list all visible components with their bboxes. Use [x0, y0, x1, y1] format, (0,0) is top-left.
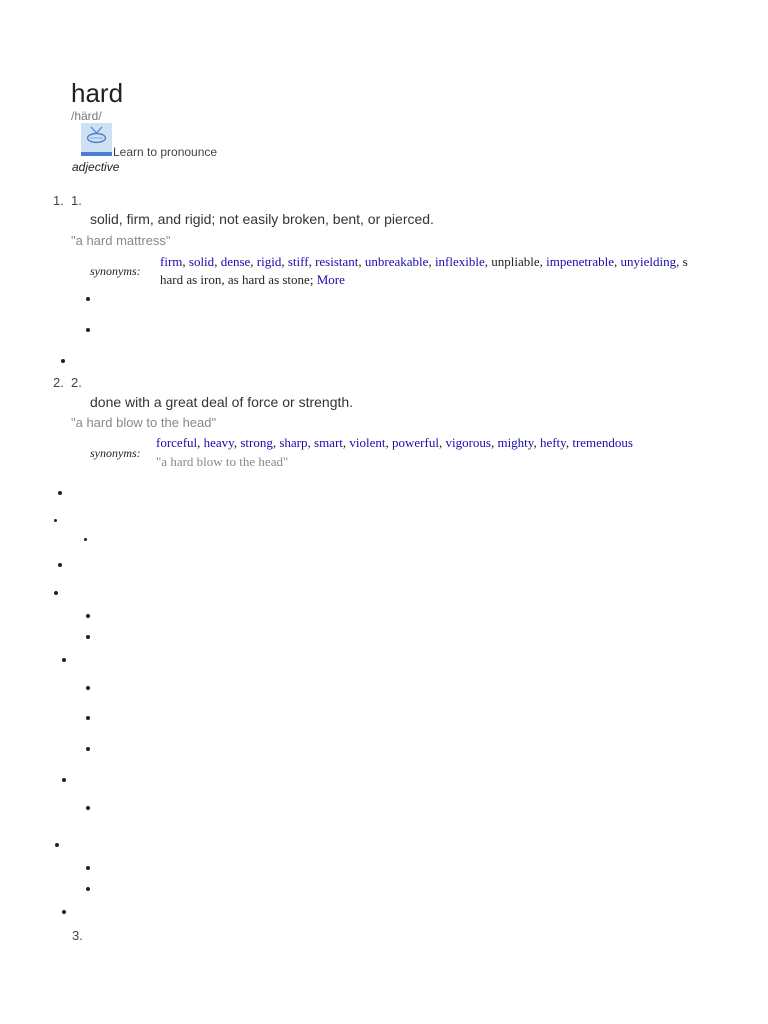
sense-2-inner-number: 2. [71, 375, 82, 390]
synonym-separator: , [438, 435, 446, 450]
sense-2-synonym-link[interactable]: mighty [497, 435, 534, 450]
sense-2-synonym-example: "a hard blow to the head" [156, 454, 289, 469]
synonym-separator: , [676, 254, 683, 269]
synonym-separator: , [272, 435, 280, 450]
list-bullet [58, 491, 62, 495]
synonym-separator: , [539, 254, 547, 269]
list-bullet [62, 910, 66, 914]
sense-1-synonym-link[interactable]: inflexible [434, 254, 485, 269]
sense-1-synonyms-label: synonyms: [90, 264, 141, 278]
sense-1-synonym-link[interactable]: impenetrable [546, 254, 615, 269]
synonym-separator: , [307, 435, 315, 450]
synonym-separator: , [281, 254, 288, 269]
list-bullet [86, 297, 90, 301]
sense-2-synonyms-line-1 [156, 435, 633, 451]
sense-1-synonyms-line-1 [160, 254, 688, 270]
synonym-separator: , [358, 254, 365, 269]
sense-2-synonym-link[interactable]: tremendous [572, 435, 633, 450]
sense-1-synonym-link[interactable]: dense [220, 254, 251, 269]
synonym-separator: , [197, 435, 204, 450]
list-bullet [54, 519, 57, 522]
part-of-speech: adjective [72, 160, 120, 174]
sense-2-synonym-link[interactable]: forceful [156, 435, 198, 450]
sense-2-synonym-link[interactable]: smart [314, 435, 343, 450]
sense-1-example: "a hard mattress" [71, 233, 171, 248]
synonym-separator: , [533, 435, 540, 450]
sense-2-definition: done with a great deal of force or strength. [90, 394, 354, 410]
sense-2-synonym-link[interactable]: hefty [539, 435, 566, 450]
sense-1-synonym-text: unpliable [491, 254, 540, 269]
list-bullet [61, 359, 65, 363]
sense-1-synonym-link[interactable]: solid [188, 254, 215, 269]
list-bullet [55, 843, 59, 847]
list-bullet [86, 887, 90, 891]
synonym-separator: , [428, 254, 435, 269]
synonym-separator: , [342, 435, 350, 450]
sense-2-example: "a hard blow to the head" [71, 415, 217, 430]
synonym-separator: , [484, 254, 492, 269]
sense-2-synonyms-label: synonyms: [90, 446, 141, 460]
sense-1-synonym-link[interactable]: firm [160, 254, 183, 269]
sense-1-synonym-link[interactable]: resistant [315, 254, 359, 269]
list-bullet [86, 614, 90, 618]
list-bullet [62, 778, 66, 782]
list-bullet [86, 716, 90, 720]
sense-1-synonyms-line-2 [160, 272, 345, 288]
synonym-separator: , [490, 435, 498, 450]
sense-2-synonym-link[interactable]: powerful [392, 435, 439, 450]
sense-1-synonym-link[interactable]: unyielding [620, 254, 677, 269]
list-bullet [54, 591, 58, 595]
list-bullet [62, 658, 66, 662]
sense-1-synonym-link[interactable]: stiff [287, 254, 309, 269]
sense-1-outer-number: 1. [53, 193, 64, 208]
sense-1-synonyms-phrase: hard as iron, as hard as stone; [160, 272, 314, 287]
synonym-separator: , [214, 254, 221, 269]
sense-1-definition: solid, firm, and rigid; not easily broken, bent, or pierced. [90, 211, 434, 227]
synonym-separator: , [308, 254, 316, 269]
pronounce-icon[interactable] [81, 123, 112, 156]
sense-2-synonym-link[interactable]: heavy [203, 435, 234, 450]
sense-2-synonym-link[interactable]: sharp [279, 435, 308, 450]
synonym-separator: , [614, 254, 621, 269]
synonym-separator: , [565, 435, 573, 450]
list-bullet [86, 806, 90, 810]
list-bullet [86, 635, 90, 639]
phonetic-spelling: /härd/ [71, 109, 102, 123]
learn-to-pronounce-link[interactable]: Learn to pronounce [113, 145, 218, 159]
sense-2-synonym-link[interactable]: strong [240, 435, 273, 450]
sense-3-number: 3. [72, 928, 83, 943]
list-bullet [86, 747, 90, 751]
sense-2-synonym-link[interactable]: vigorous [445, 435, 491, 450]
more-synonyms-link[interactable]: More [316, 272, 345, 287]
sense-2-synonym-link[interactable]: violent [349, 435, 386, 450]
list-bullet [86, 866, 90, 870]
sense-2-outer-number: 2. [53, 375, 64, 390]
synonym-separator: , [233, 435, 241, 450]
list-bullet [84, 538, 87, 541]
synonym-separator: , [250, 254, 257, 269]
sense-1-synonym-text: s [682, 254, 688, 269]
synonym-separator: , [385, 435, 393, 450]
list-bullet [86, 328, 90, 332]
sense-1-synonym-link[interactable]: unbreakable [364, 254, 429, 269]
list-bullet [58, 563, 62, 567]
list-bullet [86, 686, 90, 690]
synonym-separator: , [182, 254, 189, 269]
headword: hard [71, 78, 124, 108]
sense-1-inner-number: 1. [71, 193, 82, 208]
sense-1-synonym-link[interactable]: rigid [256, 254, 282, 269]
